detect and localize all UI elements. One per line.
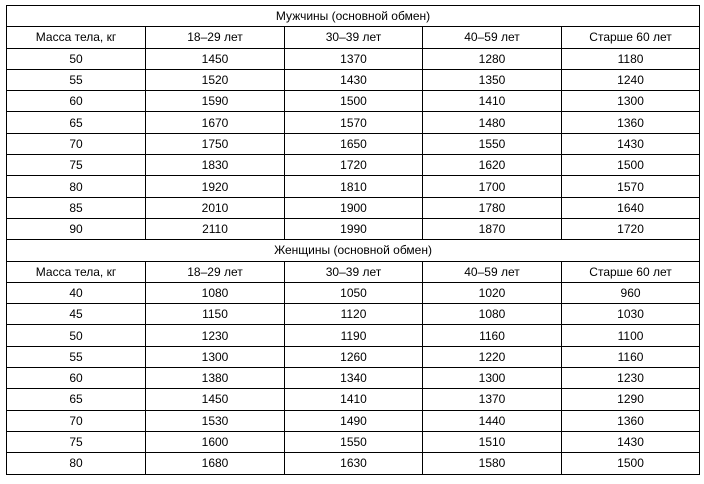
- column-header: 40–59 лет: [423, 27, 562, 48]
- kcal-value-cell: 1550: [423, 133, 562, 154]
- kcal-value-cell: 2010: [146, 197, 285, 218]
- kcal-value-cell: 1920: [146, 176, 285, 197]
- kcal-value-cell: 1340: [285, 368, 423, 389]
- kcal-value-cell: 1570: [562, 176, 700, 197]
- kcal-value-cell: 2110: [146, 218, 285, 239]
- kcal-value-cell: 1030: [562, 304, 700, 325]
- body-mass-cell: 50: [7, 325, 146, 346]
- table-row: [7, 410, 700, 431]
- body-mass-cell: 45: [7, 304, 146, 325]
- table-row: [7, 282, 700, 303]
- table-row: [7, 112, 700, 133]
- basal-metabolism-table: [6, 5, 700, 475]
- kcal-value-cell: 1990: [285, 218, 423, 239]
- kcal-value-cell: 1230: [146, 325, 285, 346]
- kcal-value-cell: 1160: [562, 346, 700, 367]
- kcal-value-cell: 1410: [285, 389, 423, 410]
- kcal-value-cell: 1780: [423, 197, 562, 218]
- kcal-value-cell: 1630: [285, 453, 423, 474]
- kcal-value-cell: 1080: [423, 304, 562, 325]
- kcal-value-cell: 1450: [146, 48, 285, 69]
- table-row: [7, 91, 700, 112]
- kcal-value-cell: 1570: [285, 112, 423, 133]
- kcal-value-cell: 1720: [285, 155, 423, 176]
- kcal-value-cell: 1900: [285, 197, 423, 218]
- men-header-row: [7, 27, 700, 48]
- women-section-title: Женщины (основной обмен): [7, 240, 700, 261]
- table-row: [7, 155, 700, 176]
- kcal-value-cell: 1360: [562, 410, 700, 431]
- kcal-value-cell: 1590: [146, 91, 285, 112]
- kcal-value-cell: 1490: [285, 410, 423, 431]
- kcal-value-cell: 1500: [562, 453, 700, 474]
- kcal-value-cell: 1120: [285, 304, 423, 325]
- kcal-value-cell: 1220: [423, 346, 562, 367]
- body-mass-cell: 85: [7, 197, 146, 218]
- kcal-value-cell: 1300: [146, 346, 285, 367]
- table-row: [7, 48, 700, 69]
- column-header: 40–59 лет: [423, 261, 562, 282]
- kcal-value-cell: 1180: [562, 48, 700, 69]
- table-row: [7, 197, 700, 218]
- kcal-value-cell: 1370: [285, 48, 423, 69]
- kcal-value-cell: 1360: [562, 112, 700, 133]
- body-mass-cell: 55: [7, 346, 146, 367]
- body-mass-cell: 55: [7, 69, 146, 90]
- kcal-value-cell: 1700: [423, 176, 562, 197]
- kcal-value-cell: 1280: [423, 48, 562, 69]
- kcal-value-cell: 1530: [146, 410, 285, 431]
- kcal-value-cell: 1480: [423, 112, 562, 133]
- kcal-value-cell: 1830: [146, 155, 285, 176]
- kcal-value-cell: 1080: [146, 282, 285, 303]
- kcal-value-cell: 1870: [423, 218, 562, 239]
- kcal-value-cell: 1380: [146, 368, 285, 389]
- men-section-title: Мужчины (основной обмен): [7, 6, 700, 27]
- body-mass-cell: 75: [7, 155, 146, 176]
- kcal-value-cell: 1300: [423, 368, 562, 389]
- column-header: 30–39 лет: [285, 27, 423, 48]
- kcal-value-cell: 1350: [423, 69, 562, 90]
- kcal-value-cell: 1260: [285, 346, 423, 367]
- table-row: [7, 453, 700, 474]
- basal-metabolism-sheet: [6, 5, 699, 475]
- kcal-value-cell: 1600: [146, 431, 285, 452]
- body-mass-cell: 60: [7, 91, 146, 112]
- column-header: 18–29 лет: [146, 261, 285, 282]
- kcal-value-cell: 1650: [285, 133, 423, 154]
- body-mass-cell: 80: [7, 453, 146, 474]
- kcal-value-cell: 1370: [423, 389, 562, 410]
- women-header-row: [7, 261, 700, 282]
- kcal-value-cell: 960: [562, 282, 700, 303]
- kcal-value-cell: 1150: [146, 304, 285, 325]
- kcal-value-cell: 1300: [562, 91, 700, 112]
- kcal-value-cell: 1720: [562, 218, 700, 239]
- kcal-value-cell: 1640: [562, 197, 700, 218]
- kcal-value-cell: 1620: [423, 155, 562, 176]
- body-mass-cell: 70: [7, 133, 146, 154]
- body-mass-cell: 90: [7, 218, 146, 239]
- table-row: [7, 176, 700, 197]
- kcal-value-cell: 1500: [562, 155, 700, 176]
- body-mass-cell: 60: [7, 368, 146, 389]
- body-mass-cell: 50: [7, 48, 146, 69]
- kcal-value-cell: 1520: [146, 69, 285, 90]
- kcal-value-cell: 1430: [285, 69, 423, 90]
- men-section-title-row: [7, 6, 700, 27]
- kcal-value-cell: 1240: [562, 69, 700, 90]
- kcal-value-cell: 1500: [285, 91, 423, 112]
- kcal-value-cell: 1190: [285, 325, 423, 346]
- kcal-value-cell: 1580: [423, 453, 562, 474]
- table-body: [7, 6, 700, 475]
- table-row: [7, 389, 700, 410]
- table-row: [7, 69, 700, 90]
- column-header: Масса тела, кг: [7, 261, 146, 282]
- kcal-value-cell: 1100: [562, 325, 700, 346]
- kcal-value-cell: 1410: [423, 91, 562, 112]
- body-mass-cell: 65: [7, 112, 146, 133]
- table-row: [7, 368, 700, 389]
- table-row: [7, 304, 700, 325]
- kcal-value-cell: 1680: [146, 453, 285, 474]
- table-row: [7, 218, 700, 239]
- kcal-value-cell: 1450: [146, 389, 285, 410]
- kcal-value-cell: 1510: [423, 431, 562, 452]
- kcal-value-cell: 1050: [285, 282, 423, 303]
- column-header: 30–39 лет: [285, 261, 423, 282]
- kcal-value-cell: 1670: [146, 112, 285, 133]
- body-mass-cell: 75: [7, 431, 146, 452]
- kcal-value-cell: 1440: [423, 410, 562, 431]
- table-row: [7, 346, 700, 367]
- kcal-value-cell: 1430: [562, 133, 700, 154]
- kcal-value-cell: 1550: [285, 431, 423, 452]
- kcal-value-cell: 1430: [562, 431, 700, 452]
- kcal-value-cell: 1290: [562, 389, 700, 410]
- table-row: [7, 431, 700, 452]
- body-mass-cell: 70: [7, 410, 146, 431]
- kcal-value-cell: 1810: [285, 176, 423, 197]
- body-mass-cell: 80: [7, 176, 146, 197]
- kcal-value-cell: 1230: [562, 368, 700, 389]
- women-section-title-row: [7, 240, 700, 261]
- column-header: Масса тела, кг: [7, 27, 146, 48]
- kcal-value-cell: 1020: [423, 282, 562, 303]
- kcal-value-cell: 1160: [423, 325, 562, 346]
- column-header: Старше 60 лет: [562, 261, 700, 282]
- table-row: [7, 325, 700, 346]
- table-row: [7, 133, 700, 154]
- column-header: Старше 60 лет: [562, 27, 700, 48]
- column-header: 18–29 лет: [146, 27, 285, 48]
- body-mass-cell: 40: [7, 282, 146, 303]
- kcal-value-cell: 1750: [146, 133, 285, 154]
- body-mass-cell: 65: [7, 389, 146, 410]
